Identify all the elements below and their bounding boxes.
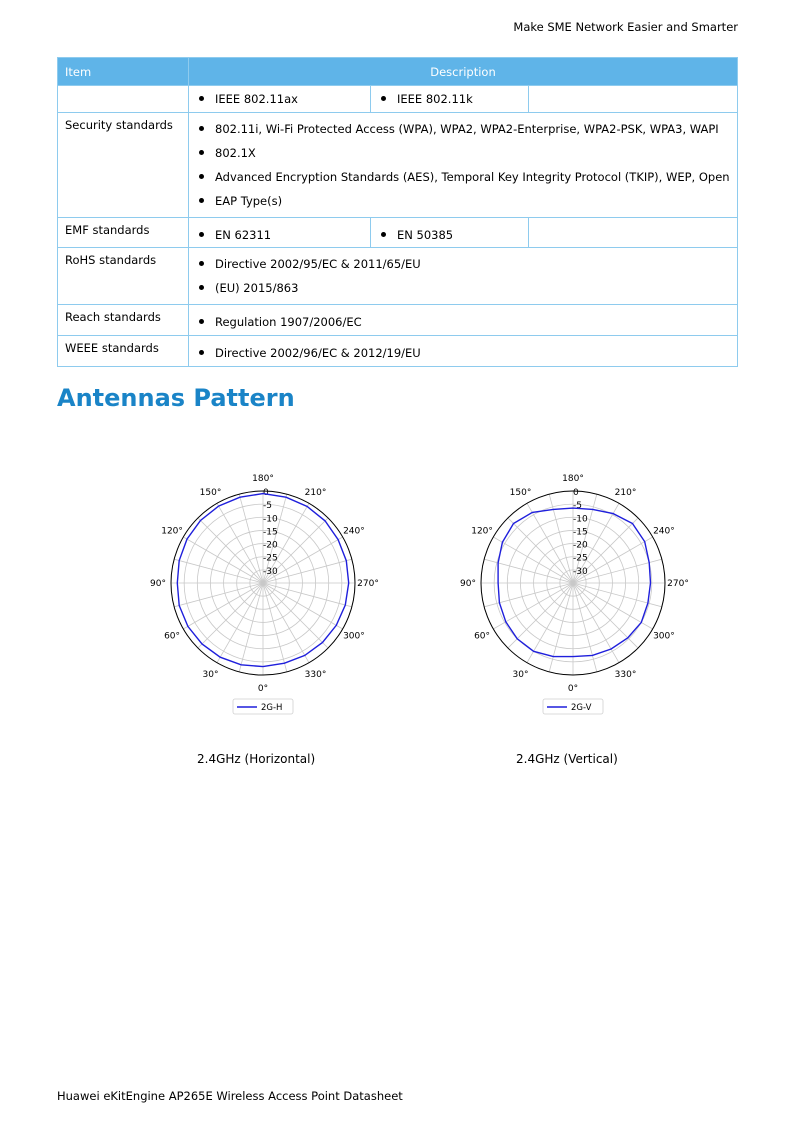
angle-tick-label: 120°: [471, 526, 493, 537]
radial-tick-label: -25: [263, 553, 278, 564]
angle-tick-label: 210°: [614, 488, 637, 499]
angle-tick-label: 60°: [474, 631, 491, 642]
table-row-wifi: [58, 86, 738, 113]
list-item: 802.1X: [197, 142, 737, 166]
list-item: Directive 2002/95/EC & 2011/65/EU: [197, 253, 737, 277]
header-tagline: Make SME Network Easier and Smarter: [513, 20, 738, 34]
angle-tick-label: 150°: [199, 488, 222, 499]
radial-tick-label: -15: [573, 527, 588, 538]
table-row-security: [58, 113, 738, 218]
radial-tick-label: -15: [263, 527, 278, 538]
list-item: IEEE 802.11ax: [197, 88, 370, 112]
angle-tick-label: 240°: [343, 526, 365, 537]
grid-spoke: [263, 583, 352, 607]
legend-label: 2G-H: [261, 703, 283, 713]
radial-tick-label: -5: [573, 501, 582, 512]
list-item: EAP Type(s): [197, 190, 737, 214]
angle-tick-label: 60°: [164, 631, 181, 642]
angle-tick-label: 210°: [304, 488, 327, 499]
chart-caption-vertical: 2.4GHz (Vertical): [516, 752, 618, 766]
radial-tick-label: -20: [263, 540, 278, 551]
angle-tick-label: 300°: [343, 631, 365, 642]
grid-spoke: [484, 583, 573, 607]
table-row-rohs: [58, 248, 738, 305]
specs-table: [57, 57, 738, 367]
section-title: Antennas Pattern: [57, 384, 295, 412]
grid-spoke: [508, 518, 573, 583]
grid-spoke: [198, 518, 263, 583]
angle-tick-label: 90°: [150, 579, 166, 589]
list-item: Advanced Encryption Standards (AES), Temporal Key Integrity Protocol (TKIP), WEP, Open: [197, 166, 737, 190]
grid-spoke: [198, 583, 263, 648]
list-item: Regulation 1907/2006/EC: [197, 311, 737, 335]
polar-chart-svg: [450, 460, 700, 720]
angle-tick-label: 180°: [252, 474, 274, 484]
radial-tick-label: 0: [573, 488, 579, 498]
legend-label: 2G-V: [571, 703, 592, 713]
table-row-reach: [58, 305, 738, 336]
list-item: IEEE 802.11k: [379, 88, 528, 112]
row-label: [58, 86, 189, 113]
radial-tick-label: -20: [573, 540, 588, 551]
angle-tick-label: 330°: [304, 669, 327, 680]
angle-tick-label: 120°: [161, 526, 183, 537]
grid-spoke: [549, 583, 573, 672]
antenna-pattern-chart-horizontal: [140, 460, 390, 720]
angle-tick-label: 30°: [202, 669, 219, 680]
angle-tick-label: 180°: [562, 474, 584, 484]
angle-tick-label: 270°: [667, 579, 689, 589]
radial-tick-label: 0: [263, 488, 269, 498]
row-label: Reach standards: [58, 305, 189, 336]
grid-spoke: [174, 583, 263, 607]
angle-tick-label: 30°: [512, 669, 529, 680]
grid-spoke: [263, 583, 328, 648]
grid-spoke: [239, 583, 263, 672]
row-label: EMF standards: [58, 218, 189, 248]
grid-spoke: [549, 494, 573, 583]
list-item: (EU) 2015/863: [197, 277, 737, 301]
table-header-row: [58, 58, 738, 86]
row-label: Security standards: [58, 113, 189, 218]
row-desc: [189, 113, 738, 218]
list-item: EN 50385: [379, 224, 528, 248]
radial-tick-label: -30: [263, 566, 278, 577]
footer-text: Huawei eKitEngine AP265E Wireless Access Point Datasheet: [57, 1089, 403, 1103]
radial-tick-label: -30: [573, 566, 588, 577]
grid-spoke: [263, 583, 287, 672]
row-label: WEEE standards: [58, 336, 189, 367]
row-desc: [189, 305, 738, 336]
list-item: EN 62311: [197, 224, 370, 248]
header-item: Item: [58, 58, 189, 86]
angle-tick-label: 150°: [509, 488, 532, 499]
table-row-emf: [58, 218, 738, 248]
radial-tick-label: -25: [573, 553, 588, 564]
header-description: Description: [189, 58, 738, 86]
grid-spoke: [573, 583, 597, 672]
row-desc: [189, 86, 738, 113]
list-item: 802.11i, Wi-Fi Protected Access (WPA), WPA2, WPA2-Enterprise, WPA2-PSK, WPA3, WAPI: [197, 118, 737, 142]
radial-tick-label: -5: [263, 501, 272, 512]
row-desc: [189, 336, 738, 367]
radial-tick-label: -10: [573, 514, 588, 525]
angle-tick-label: 270°: [357, 579, 379, 589]
grid-spoke: [174, 559, 263, 583]
angle-tick-label: 0°: [567, 684, 579, 694]
angle-tick-label: 240°: [653, 526, 675, 537]
angle-tick-label: 330°: [614, 669, 637, 680]
angle-tick-label: 300°: [653, 631, 675, 642]
angle-tick-label: 0°: [257, 684, 269, 694]
grid-spoke: [239, 494, 263, 583]
radial-tick-label: -10: [263, 514, 278, 525]
list-item: Directive 2002/96/EC & 2012/19/EU: [197, 342, 737, 366]
chart-caption-horizontal: 2.4GHz (Horizontal): [197, 752, 316, 766]
table-row-weee: [58, 336, 738, 367]
antenna-pattern-chart-vertical: [450, 460, 700, 720]
polar-chart-svg: [140, 460, 390, 720]
angle-tick-label: 90°: [460, 579, 476, 589]
row-desc: [189, 218, 738, 248]
row-label: RoHS standards: [58, 248, 189, 305]
row-desc: [189, 248, 738, 305]
